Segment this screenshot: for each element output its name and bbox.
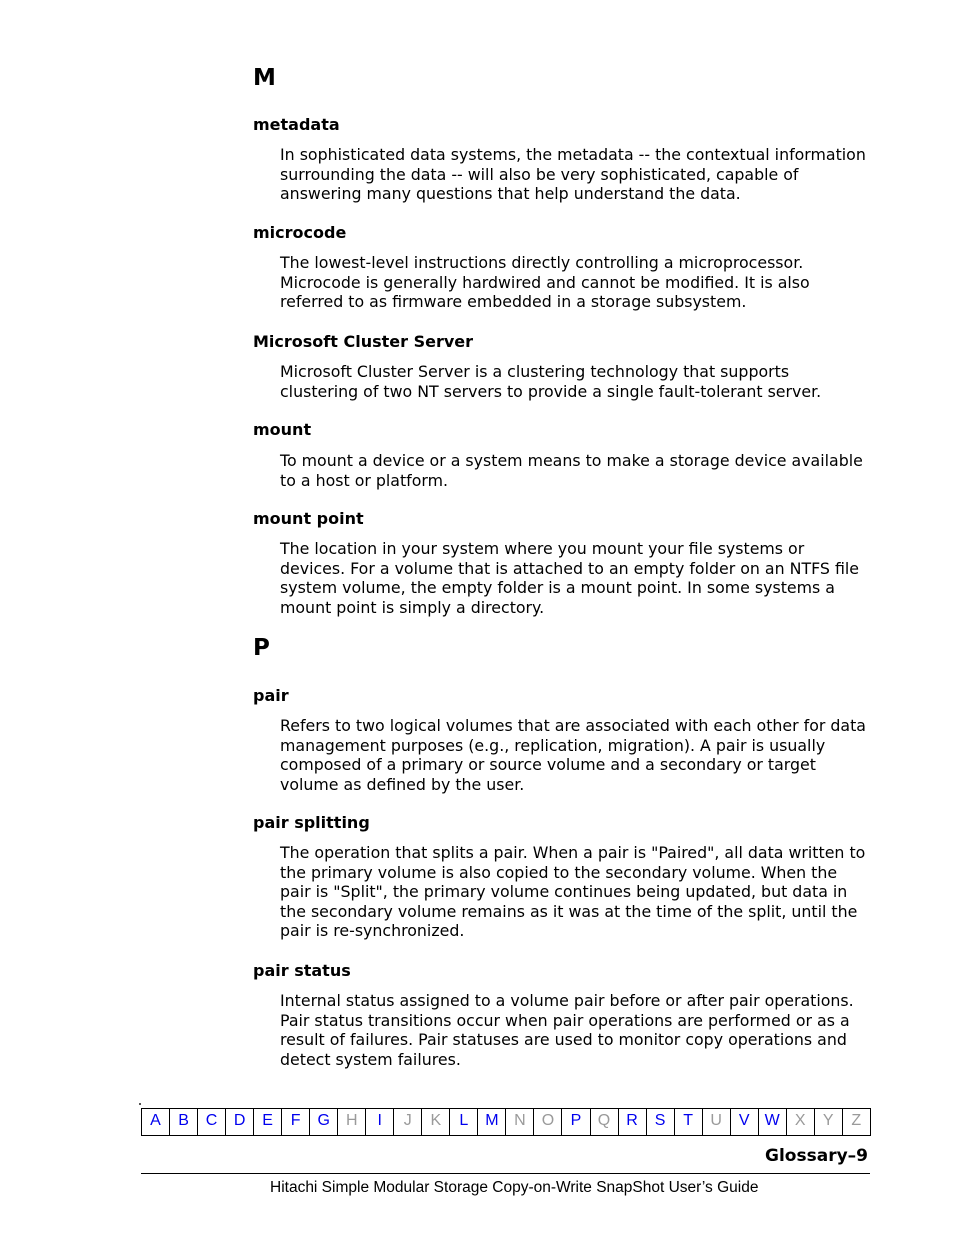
alphabet-link-u: U [703,1109,731,1135]
alphabet-link-w[interactable]: W [759,1109,787,1135]
alphabet-link-y: Y [815,1109,843,1135]
alphabet-link-c[interactable]: C [198,1109,226,1135]
glossary-term: pair splitting [253,813,370,832]
section-letter-p: P [253,635,270,661]
glossary-definition: Microsoft Cluster Server is a clustering technology that supports clustering of two NT servers to provide a single fault-tolerant server. [280,362,822,401]
section-letter-m: M [253,65,276,91]
alphabet-index-bar [141,1108,871,1136]
alphabet-link-i[interactable]: I [366,1109,394,1135]
alphabet-link-a[interactable]: A [142,1109,170,1135]
glossary-term: Microsoft Cluster Server [253,332,474,351]
alphabet-link-b[interactable]: B [170,1109,198,1135]
guide-title: Hitachi Simple Modular Storage Copy-on-Write SnapShot User’s Guide [270,1179,759,1196]
alphabet-link-r[interactable]: R [619,1109,647,1135]
glossary-term: pair [253,686,289,705]
marker-dot [139,1103,141,1105]
glossary-definition: Refers to two logical volumes that are associated with each other for data management purposes (e.g., replication, migration). A pair is usually composed of a primary or source volume and a secondary or target volume as defined by the user. [280,716,866,794]
glossary-term: pair status [253,961,351,980]
alphabet-link-z: Z [851,1112,862,1129]
glossary-term: microcode [253,223,347,242]
alphabet-link-q: Q [591,1109,619,1135]
alphabet-link-f[interactable]: F [282,1109,310,1135]
footer-divider [141,1173,870,1174]
alphabet-link-h: H [338,1109,366,1135]
alphabet-link-x: X [787,1109,815,1135]
glossary-definition: In sophisticated data systems, the metadata -- the contextual information surrounding the data -- will also be very sophisticated, capable of answering many questions that help understand the data. [280,145,866,204]
page-number: Glossary–9 [765,1146,868,1166]
glossary-definition: Internal status assigned to a volume pair before or after pair operations. Pair status transitions occur when pair operations are performed or as a result of failures. Pair statuses are used to monitor copy operations and detect system failures. [280,991,854,1069]
glossary-term: mount point [253,509,364,528]
alphabet-link-t[interactable]: T [675,1109,703,1135]
alphabet-link-m[interactable]: M [478,1109,506,1135]
glossary-term: metadata [253,115,340,134]
alphabet-link-p[interactable]: P [562,1109,590,1135]
alphabet-link-s[interactable]: S [647,1109,675,1135]
alphabet-link-g[interactable]: G [310,1109,338,1135]
glossary-definition: The lowest-level instructions directly controlling a microprocessor. Microcode is generally hardwired and cannot be modified. It is also referred to as firmware embedded in a storage subsystem. [280,253,810,312]
alphabet-link-n: N [506,1109,534,1135]
alphabet-link-j: J [394,1109,422,1135]
glossary-definition: The operation that splits a pair. When a pair is "Paired", all data written to the primary volume is also copied to the secondary volume. When the pair is "Split", the primary volume continues being updated, but data in the secondary volume remains as it was at the time of the split, until the pair is re-synchronized. [280,843,866,941]
alphabet-link-d[interactable]: D [226,1109,254,1135]
alphabet-link-e[interactable]: E [254,1109,282,1135]
alphabet-link-v[interactable]: V [731,1109,759,1135]
alphabet-link-k: K [422,1109,450,1135]
glossary-definition: The location in your system where you mount your file systems or devices. For a volume that is attached to an empty folder on an NTFS file system volume, the empty folder is a mount point. In some systems a mount point is simply a directory. [280,539,860,617]
glossary-term: mount [253,420,312,439]
glossary-definition: To mount a device or a system means to make a storage device available to a host or platform. [280,451,863,490]
alphabet-link-l[interactable]: L [450,1109,478,1135]
alphabet-link-o: O [534,1109,562,1135]
